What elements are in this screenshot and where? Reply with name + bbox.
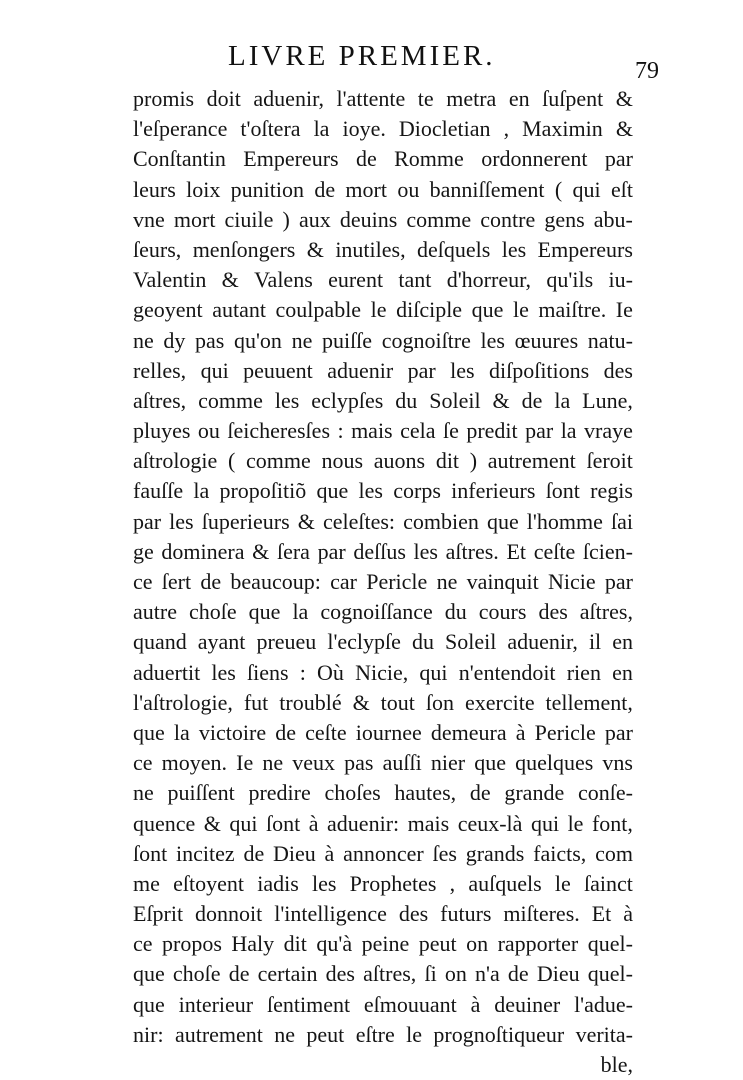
text-line: aſtres, comme les eclypſes du Soleil & de la Lune, [133, 387, 633, 413]
text-line: ſont incitez de Dieu à annoncer ſes grands faicts, com [133, 840, 633, 866]
text-line: aſtrologie ( comme nous auons dit ) autrement ſeroit [133, 448, 633, 474]
page-number: 79 [635, 58, 659, 84]
text-line: vne mort ciuile ) aux deuins comme contre gens abu- [133, 206, 633, 232]
text-line: me eſtoyent iadis les Prophetes , auſquels le ſainct [133, 870, 633, 896]
text-line: Eſprit donnoit l'intelligence des futurs miſteres. Et à [133, 901, 633, 927]
text-line: ſeurs, menſongers & inutiles, deſquels les Empereurs [133, 236, 633, 262]
text-line: que interieur ſentiment eſmouuant à deuiner l'adue- [133, 991, 633, 1017]
text-block [133, 84, 633, 1080]
text-line: ce propos Haly dit qu'à peine peut on rapporter quel- [133, 931, 633, 957]
text-line: par les ſuperieurs & celeſtes: combien que l'homme ſai [133, 508, 633, 534]
text-line: ce ſert de beaucoup: car Pericle ne vainquit Nicie par [133, 569, 633, 594]
text-line: ne dy pas qu'on ne puiſſe cognoiſtre les œuures natu- [133, 327, 633, 353]
text-line: quence & qui ſont à aduenir: mais ceux-là qui le font, [133, 810, 633, 836]
text-line: autre choſe que la cognoiſſance du cours des aſtres, [133, 599, 633, 625]
text-line: pluyes ou ſeicheresſes : mais cela ſe predit par la vraye [133, 418, 633, 444]
running-title: LIVRE PREMIER. [228, 40, 496, 72]
text-line: geoyent autant coulpable le diſciple que le maiſtre. Ie [133, 297, 633, 323]
text-line: nir: autrement ne peut eſtre le prognoſtiqueur verita- [133, 1021, 633, 1047]
text-line: l'aſtrologie, fut troublé & tout ſon exercite tellement, [133, 689, 633, 715]
text-line: fauſſe la propoſitiõ que les corps inferieurs ſont regis [133, 478, 633, 504]
text-line: ce moyen. Ie ne veux pas auſſi nier que quelques vns [133, 750, 633, 776]
text-line: Valentin & Valens eurent tant d'horreur, qu'ils iu- [133, 267, 633, 293]
text-line: que la victoire de ceſte iournee demeura à Pericle par [133, 719, 633, 745]
text-line: aduertit les ſiens : Où Nicie, qui n'entendoit rien en [133, 659, 633, 685]
text-line: relles, qui peuuent aduenir par les diſpoſitions des [133, 357, 633, 383]
text-line: leurs loix punition de mort ou banniſſement ( qui eſt [133, 176, 633, 202]
text-line: que choſe de certain des aſtres, ſi on n'a de Dieu quel- [133, 961, 633, 987]
text-line: ble, [600, 1052, 633, 1077]
text-line: quand ayant preueu l'eclypſe du Soleil aduenir, il en [133, 629, 633, 655]
text-line: ge dominera & ſera par deſſus les aſtres. Et ceſte ſcien- [133, 538, 633, 564]
text-line: Conſtantin Empereurs de Romme ordonnerent par [133, 146, 633, 172]
text-line: ne puiſſent predire choſes hautes, de grande conſe- [133, 780, 633, 806]
text-line: promis doit aduenir, l'attente te metra en ſuſpent & [133, 86, 633, 111]
text-line: l'eſperance t'oſtera la ioye. Diocletian , Maximin & [133, 116, 633, 142]
